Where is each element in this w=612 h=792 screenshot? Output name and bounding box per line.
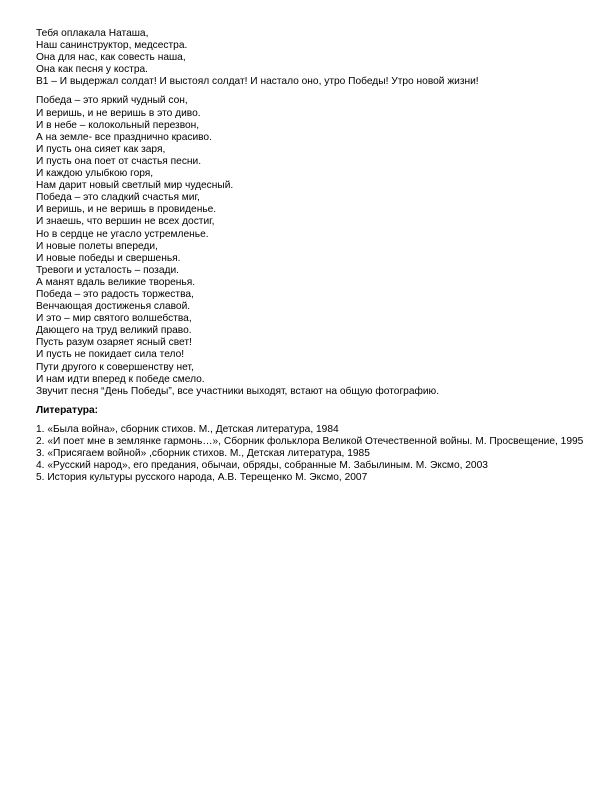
reference-item: 3. «Присягаем войной» ,сборник стихов. М., Детская литература, 1985 [36, 448, 370, 460]
text-line: И нам идти вперед к победе смело. [36, 373, 205, 385]
text-line: А на земле- все празднично красиво. [36, 131, 212, 143]
text-line: Пути другого к совершенству нет, [36, 361, 194, 373]
text-line: Пусть разум озаряет ясный свет! [36, 337, 192, 349]
text-line: В1 – И выдержал солдат! И выстоял солдат! И настало оно, утро Победы! Утро новой жизни! [36, 76, 479, 88]
text-line: А манят вдаль великие творенья. [36, 276, 196, 288]
text-line: И это – мир святого волшебства, [36, 313, 192, 325]
text-line: Нам дарит новый светлый мир чудесный. [36, 180, 234, 192]
text-line: И новые полеты впереди, [36, 240, 158, 252]
reference-item: 2. «И поет мне в землянке гармонь…», Сборник фольклора Великой Отечественной войны. М. Просвещение, 1995 [36, 436, 584, 447]
reference-item: 5. История культуры русского народа, А.В. Терещенко М. Эксмо, 2007 [36, 472, 368, 484]
text-line: И пусть она сияет как заря, [36, 143, 166, 155]
paragraph-gap [36, 417, 596, 424]
literature-heading: Литература: [36, 404, 99, 416]
poem-victory [36, 95, 596, 397]
literature-section [36, 405, 596, 485]
text-line: Тревоги и усталость – позади. [36, 264, 179, 276]
text-line: И пусть не покидает сила тело! [36, 349, 185, 361]
text-line: Она для нас, как совесть наша, [36, 52, 186, 64]
text-line: Наш санинструктор, медсестра. [36, 40, 188, 52]
reference-item: 1. «Была война», сборник стихов. М., Детская литература, 1984 [36, 423, 339, 435]
text-line: И в небе – колокольный перезвон, [36, 119, 200, 131]
paragraph-gap [36, 398, 596, 405]
stanza-natasha [36, 28, 596, 88]
text-line: Победа – это радость торжества, [36, 288, 194, 300]
document-page [36, 28, 596, 484]
text-line: Победа – это яркий чудный сон, [36, 95, 188, 107]
text-line: И новые победы и свершенья. [36, 252, 181, 264]
text-line: Звучит песня “День Победы”, все участники выходят, встают на общую фотографию. [36, 385, 440, 397]
text-line: Победа – это сладкий счастья миг, [36, 192, 200, 204]
reference-item: 4. «Русский народ», его предания, обычаи, обряды, собранные М. Забылиным. М. Эксмо, 2003 [36, 460, 488, 472]
text-line: И знаешь, что вершин не всех достиг, [36, 216, 215, 228]
text-line: И веришь, и не веришь в это диво. [36, 107, 201, 119]
text-line: Она как песня у костра. [36, 64, 149, 76]
text-line: Венчающая достиженья славой. [36, 301, 191, 313]
text-line: И пусть она поет от счастья песни. [36, 155, 202, 167]
text-line: И каждою улыбкою горя, [36, 168, 154, 180]
text-line: Но в сердце не угасло устремленье. [36, 228, 209, 240]
text-line: Дающего на труд великий право. [36, 325, 192, 337]
text-line: Тебя оплакала Наташа, [36, 28, 149, 39]
text-line: И веришь, и не веришь в провиденье. [36, 204, 217, 216]
